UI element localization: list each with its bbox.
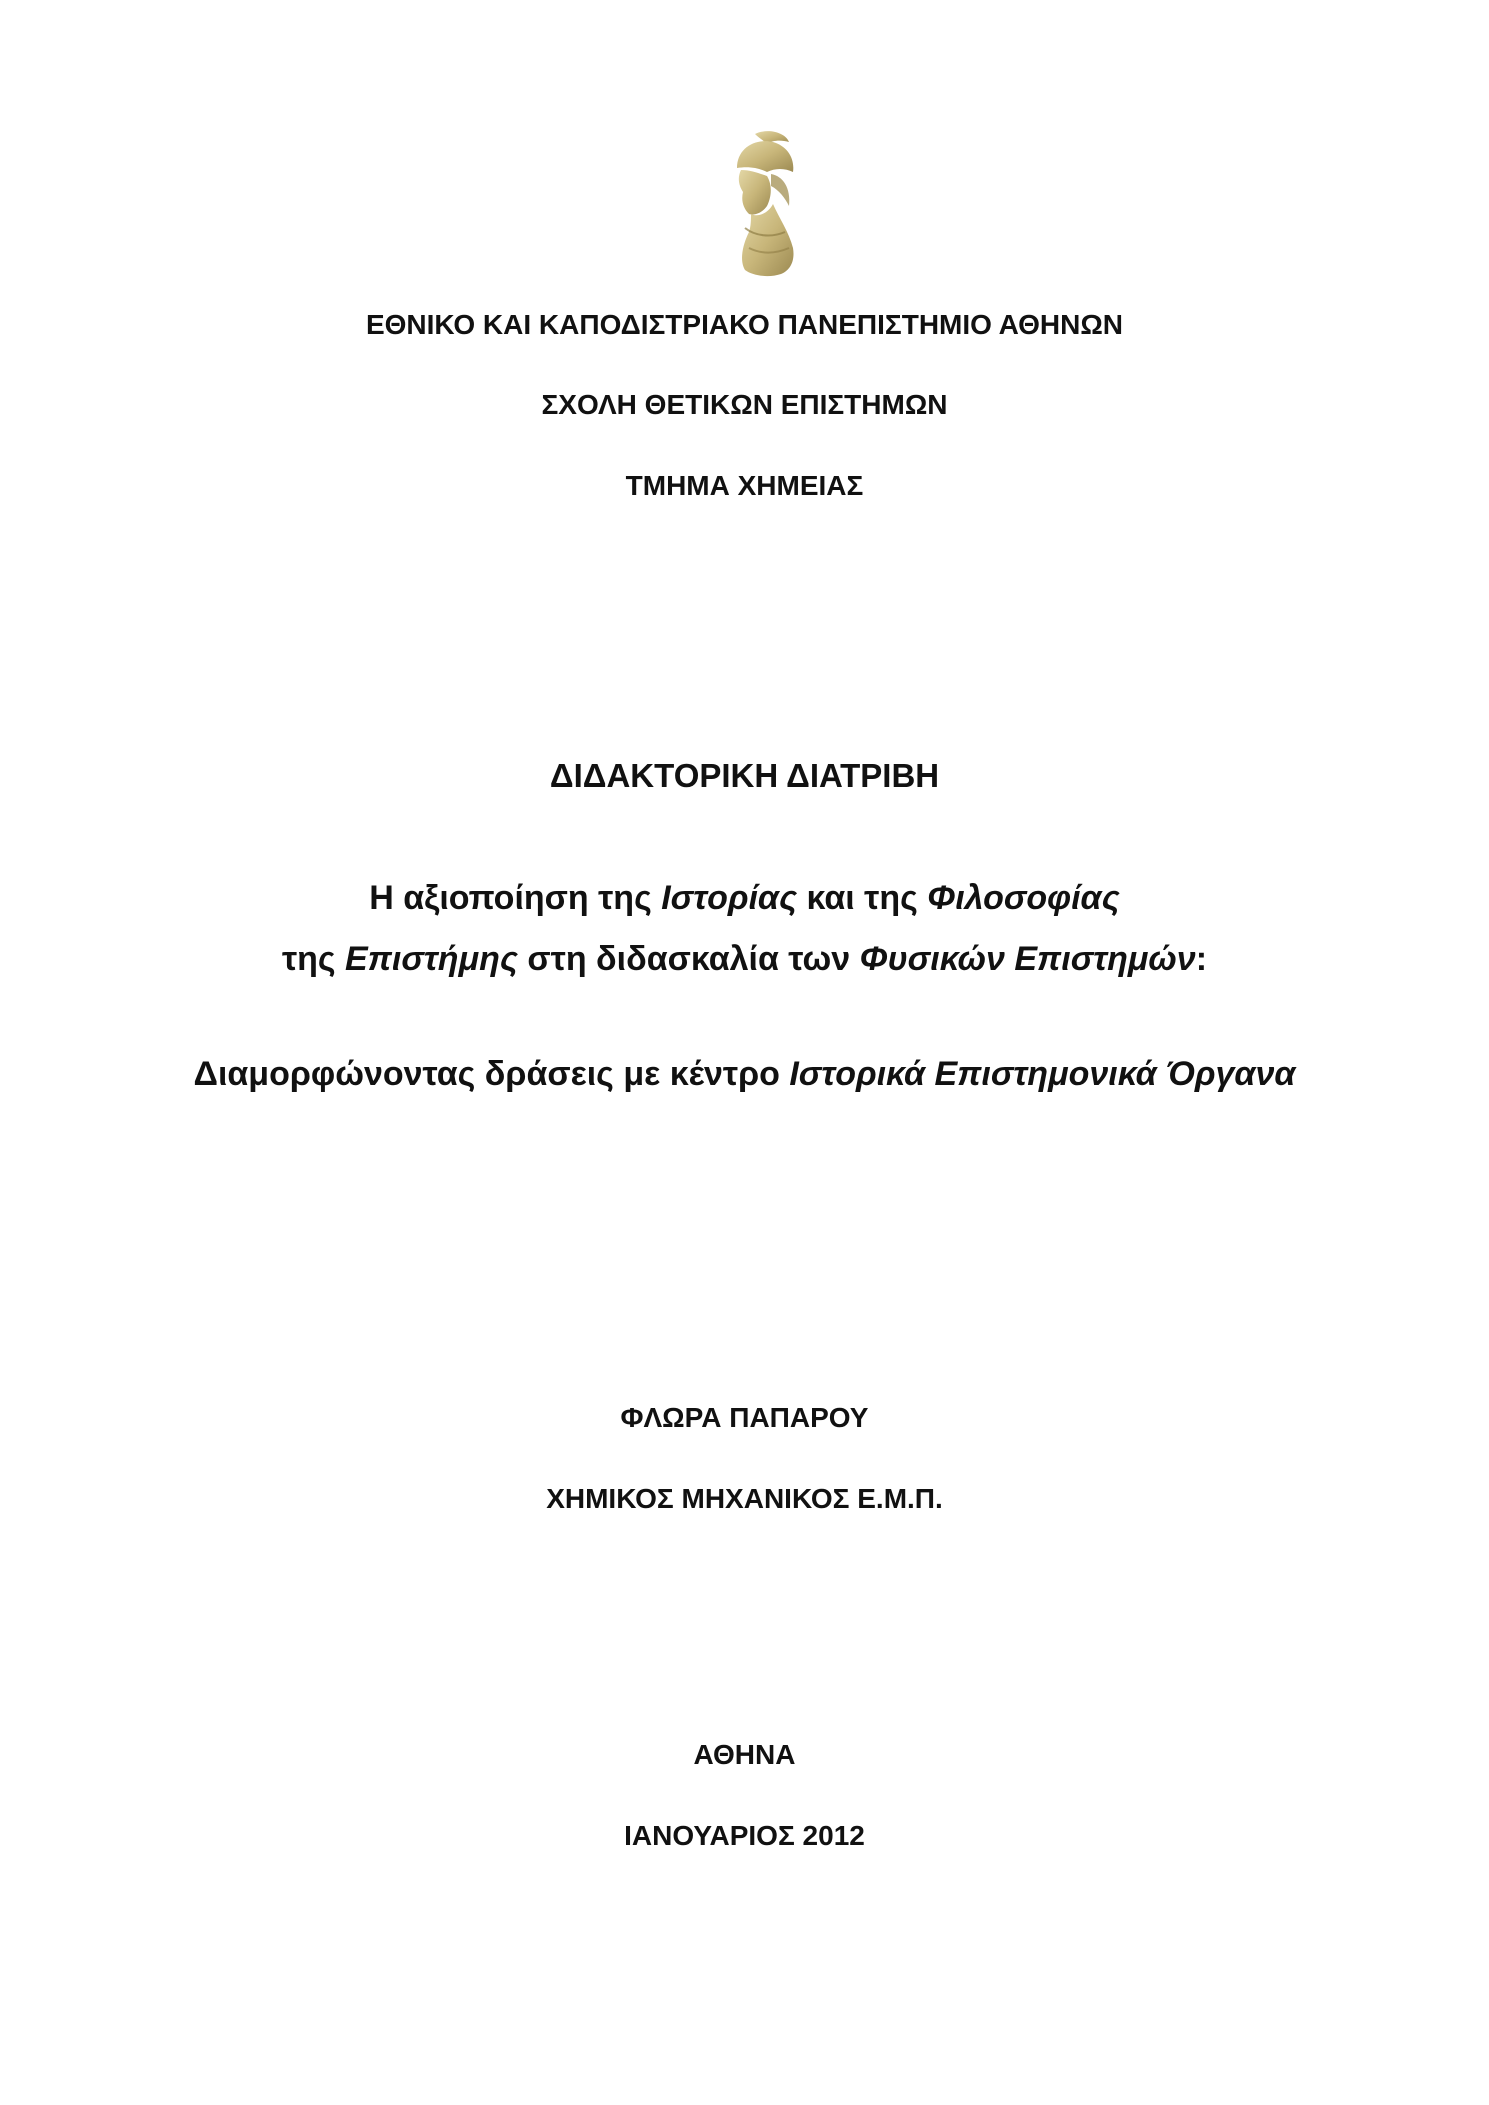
document-type: ΔΙΔΑΚΤΟΡΙΚΗ ΔΙΑΤΡΙΒΗ <box>549 757 940 794</box>
title-line-1-part-1: Η αξιοποίηση της <box>369 879 662 917</box>
title-line-2-italic-1: Επιστήμης <box>345 940 518 978</box>
author-degree: ΧΗΜΙΚΟΣ ΜΗΧΑΝΙΚΟΣ Ε.Μ.Π. <box>546 1483 943 1514</box>
city: ΑΘΗΝΑ <box>693 1739 796 1770</box>
author-name: ΦΛΩΡΑ ΠΑΠΑΡΟΥ <box>620 1402 869 1433</box>
university-name: ΕΘΝΙΚΟ ΚΑΙ ΚΑΠΟΔΙΣΤΡΙΑΚΟ ΠΑΝΕΠΙΣΤΗΜΙΟ ΑΘΗΝΩΝ <box>365 309 1124 340</box>
title-line-2-italic-2: Φυσικών Επιστημών <box>859 940 1196 978</box>
school-name: ΣΧΟΛΗ ΘΕΤΙΚΩΝ ΕΠΙΣΤΗΜΩΝ <box>541 389 948 420</box>
title-line-2-part-2: στη διδασκαλία των <box>517 940 860 978</box>
title-line-1-part-2: και της <box>797 879 928 917</box>
title-line-1-italic-2: Φιλοσοφίας <box>927 879 1120 917</box>
title-line-1-italic-1: Ιστορίας <box>661 879 798 917</box>
title-line-2-part-1: της <box>281 940 346 978</box>
subtitle <box>0 1055 1489 1094</box>
department-name: ΤΜΗΜΑ ΧΗΜΕΙΑΣ <box>625 470 864 501</box>
title-line-2-part-3: : <box>1195 940 1208 978</box>
subtitle-part-1: Διαμορφώνοντας δράσεις με κέντρο <box>193 1055 790 1093</box>
athena-head-icon <box>715 128 811 278</box>
date: ΙΑΝΟΥΑΡΙΟΣ 2012 <box>624 1820 865 1851</box>
subtitle-italic-1: Ιστορικά Επιστημονικά Όργανα <box>789 1055 1296 1093</box>
title-line-1 <box>0 879 1489 918</box>
title-line-2 <box>0 940 1489 979</box>
